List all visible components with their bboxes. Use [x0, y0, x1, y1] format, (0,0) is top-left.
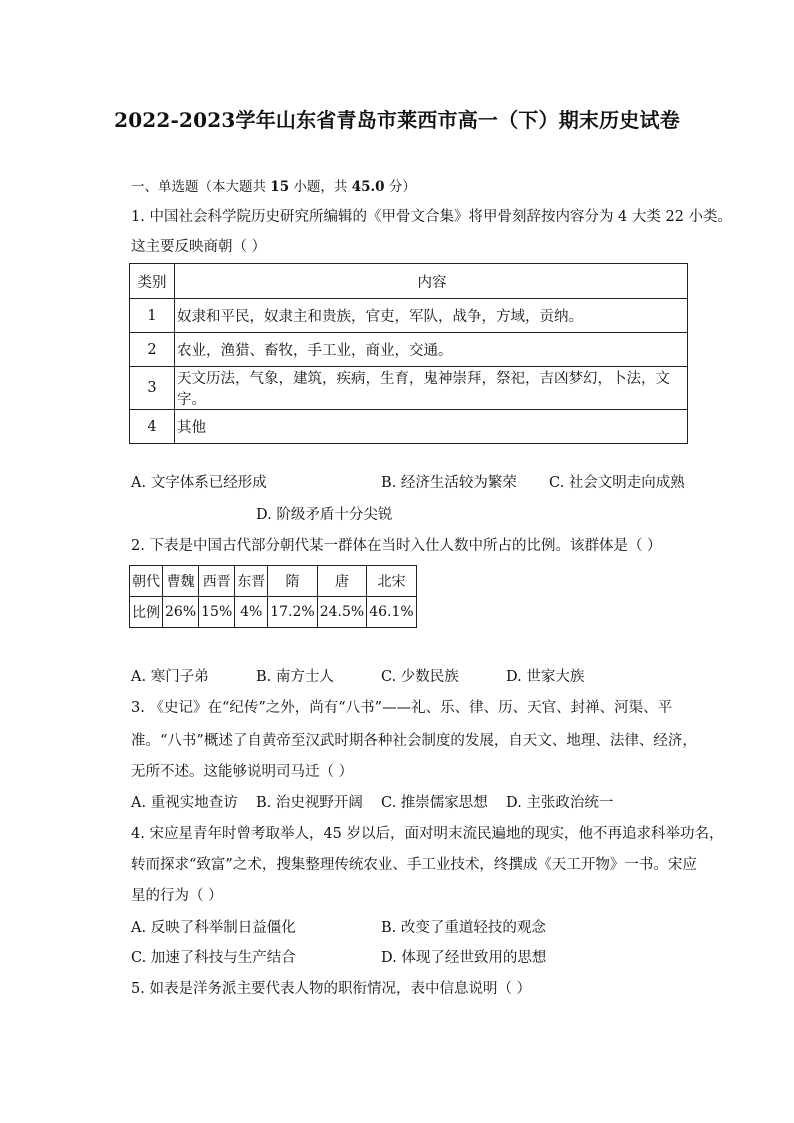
q4-stem-line1: 4. 宋应星青年时曾考取举人，45 岁以后，面对明末流民遍地的现实，他不再追求科举功名，: [131, 826, 724, 842]
question-count: 15: [270, 179, 290, 195]
total-score: 45.0: [351, 179, 385, 195]
q1-option-b[interactable]: B. 经济生活较为繁荣: [381, 475, 517, 491]
table-row: [130, 299, 688, 333]
q2-cell: 24.5%: [317, 597, 366, 628]
q1-stem-line1: 1. 中国社会科学院历史研究所编辑的《甲骨文合集》将甲骨刻辞按内容分为 4 大类 22 小类。: [131, 209, 733, 225]
q3-option-b[interactable]: B. 治史视野开阔: [256, 795, 363, 811]
q3-stem-line3: 无所不述。这能够说明司马迁（ ）: [131, 764, 354, 780]
q2-cell: 比例: [130, 597, 163, 628]
q1-header-category: 类别: [130, 264, 175, 299]
q3-stem-line2: 准。“八书”概述了自黄帝至汉武时期各种社会制度的发展，自天文、地理、法律、经济，: [131, 733, 697, 749]
table-row: [130, 410, 688, 444]
q2-cell: 曹魏: [163, 566, 199, 597]
q2-stem-line1: 2. 下表是中国古代部分朝代某一群体在当时入仕人数中所占的比例。该群体是（ ）: [131, 538, 662, 554]
q1-table: [129, 263, 688, 444]
q2-cell: 朝代: [130, 566, 163, 597]
table-row: [130, 333, 688, 367]
q1-cell-content: 农业，渔猎、畜牧，手工业，商业，交通。: [175, 333, 688, 367]
q2-cell: 26%: [163, 597, 199, 628]
q1-option-a[interactable]: A. 文字体系已经形成: [131, 475, 267, 491]
q2-option-b[interactable]: B. 南方士人: [256, 669, 334, 685]
q1-cell-category: 2: [130, 333, 175, 367]
q3-option-c[interactable]: C. 推崇儒家思想: [381, 795, 488, 811]
q1-cell-category: 4: [130, 410, 175, 444]
q2-cell: 15%: [199, 597, 235, 628]
q2-option-c[interactable]: C. 少数民族: [381, 669, 459, 685]
q1-cell-content: 奴隶和平民，奴隶主和贵族，官吏，军队，战争，方域，贡纳。: [175, 299, 688, 333]
q1-option-c[interactable]: C. 社会文明走向成熟: [549, 475, 685, 491]
q2-cell: 东晋: [235, 566, 268, 597]
q2-option-a[interactable]: A. 寒门子弟: [131, 669, 209, 685]
q4-stem-line2: 转而探求“致富”之术，搜集整理传统农业、手工业技术，终撰成《天工开物》一书。宋应: [131, 857, 697, 873]
q5-stem-line1: 5. 如表是洋务派主要代表人物的职衔情况，表中信息说明（ ）: [131, 981, 532, 997]
q2-option-d[interactable]: D. 世家大族: [506, 669, 585, 685]
q2-cell: 4%: [235, 597, 268, 628]
q3-option-a[interactable]: A. 重视实地查访: [131, 795, 238, 811]
q4-stem-line3: 星的行为（ ）: [131, 888, 223, 904]
table-row: [130, 597, 417, 628]
q2-cell: 17.2%: [268, 597, 317, 628]
q2-cell: 西晋: [199, 566, 235, 597]
q4-option-a[interactable]: A. 反映了科举制日益僵化: [131, 920, 296, 936]
q2-cell: 46.1%: [367, 597, 416, 628]
q2-cell: 唐: [317, 566, 366, 597]
q1-table-header-row: [130, 264, 688, 299]
q1-option-d[interactable]: D. 阶级矛盾十分尖锐: [256, 507, 393, 523]
q4-option-b[interactable]: B. 改变了重道轻技的观念: [381, 920, 546, 936]
q1-stem-line2: 这主要反映商朝（ ）: [131, 239, 267, 255]
q3-stem-line1: 3. 《史记》在“纪传”之外，尚有“八书”——礼、乐、律、历、天官、封禅、河渠、平: [131, 700, 673, 716]
q4-option-d[interactable]: D. 体现了经世致用的思想: [381, 950, 547, 966]
section-header: [131, 177, 416, 197]
q1-cell-category: 1: [130, 299, 175, 333]
q2-table: [129, 565, 417, 628]
q4-option-c[interactable]: C. 加速了科技与生产结合: [131, 950, 296, 966]
q1-cell-content: 天文历法，气象，建筑，疾病，生育，鬼神崇拜，祭祀，吉凶梦幻，卜法，文字。: [175, 367, 688, 410]
q1-cell-content: 其他: [175, 410, 688, 444]
section-suffix: 分）: [384, 179, 416, 195]
section-mid: 小题，共: [289, 179, 352, 195]
q2-cell: 隋: [268, 566, 317, 597]
table-row: [130, 566, 417, 597]
exam-title: 2022-2023学年山东省青岛市莱西市高一（下）期末历史试卷: [114, 108, 680, 132]
q1-header-content: 内容: [175, 264, 688, 299]
q2-cell: 北宋: [367, 566, 416, 597]
q1-cell-category: 3: [130, 367, 175, 410]
q3-option-d[interactable]: D. 主张政治统一: [506, 795, 614, 811]
section-prefix: 一、单选题（本大题共: [131, 179, 271, 195]
table-row: [130, 367, 688, 410]
